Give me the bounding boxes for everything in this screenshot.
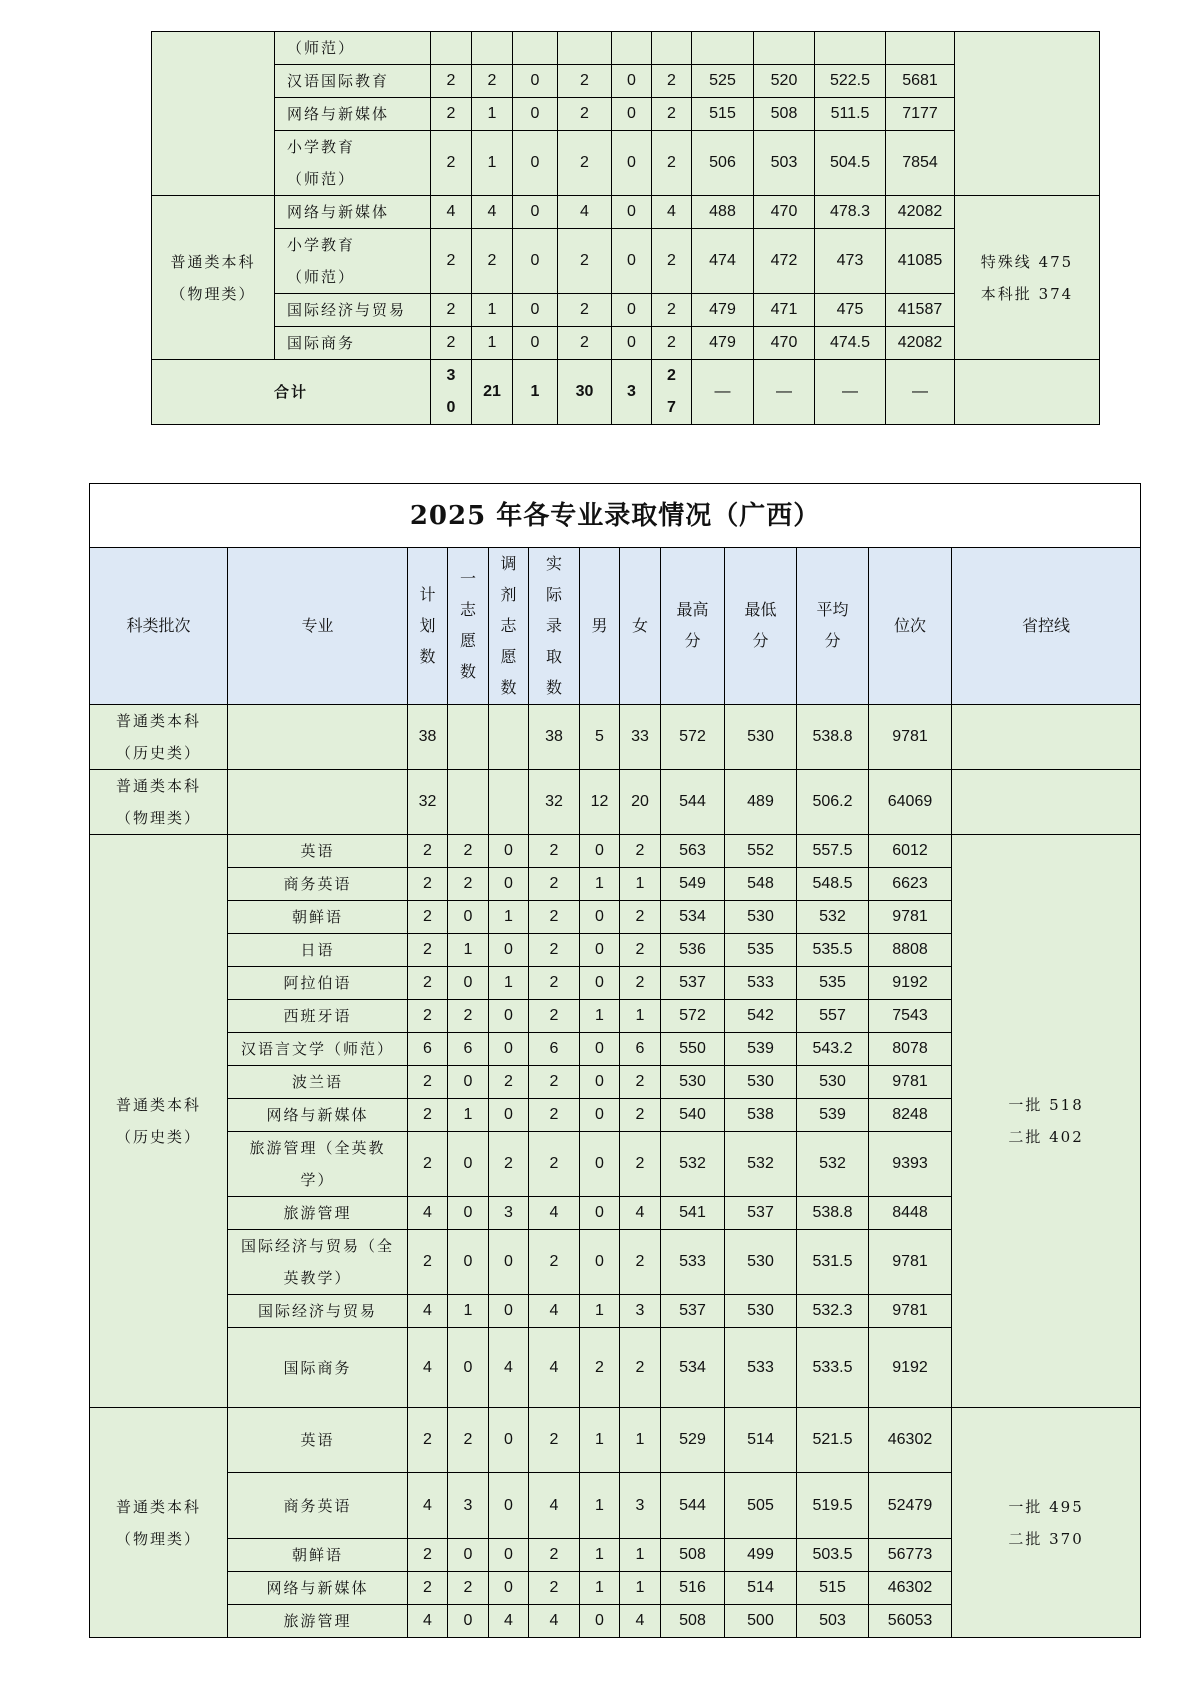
table-row: 普通类本科 （物理类） 网络与新媒体 4 4 0 4 0 4 488 470 478.3 42082 特殊线 475 本科批 374	[152, 196, 1100, 229]
table-row: 国际商务 2 1 0 2 0 2 479 470 474.5 42082	[152, 327, 1100, 360]
summary-row: 普通类本科 （物理类） 32 32 12 20 544 489 506.2 64069	[90, 770, 1141, 835]
header-first-choice: 一 志 愿 数	[448, 548, 489, 705]
major-cell: 英语	[228, 1408, 408, 1473]
control-line-cell: 特殊线 475 本科批 374	[955, 196, 1100, 360]
header-major: 专业	[228, 548, 408, 705]
category-cell-empty	[152, 32, 275, 196]
header-male: 男	[580, 548, 620, 705]
table-row: 小学教育 （师范） 2 2 0 2 0 2 474 472 473 41085	[152, 229, 1100, 294]
major-cell: 汉语言文学（师范）	[228, 1033, 408, 1066]
table-row: 旅游管理（全英教 学） 2 0 2 2 0 2 532 532 532 9393	[90, 1132, 1141, 1197]
major-cell: 国际商务	[228, 1328, 408, 1408]
control-line-cell-empty	[955, 32, 1100, 196]
major-cell: 国际商务	[275, 327, 431, 360]
table-row: 普通类本科 （物理类） 英语 2 2 0 2 1 1 529 514 521.5 46302 一批 495 二批 370	[90, 1408, 1141, 1473]
header-actual: 实 际 录 取 数	[529, 548, 580, 705]
total-label: 合计	[152, 360, 431, 425]
page-title: 2025 年各专业录取情况（广西）	[90, 484, 1141, 548]
table-row: 小学教育 （师范） 2 1 0 2 0 2 506 503 504.5 7854	[152, 131, 1100, 196]
table-row: 西班牙语 2 2 0 2 1 1 572 542 557 7543	[90, 1000, 1141, 1033]
major-cell: 网络与新媒体	[228, 1572, 408, 1605]
major-cell: 阿拉伯语	[228, 967, 408, 1000]
major-cell: 网络与新媒体	[228, 1099, 408, 1132]
major-cell: 国际经济与贸易	[228, 1295, 408, 1328]
table-row: 朝鲜语 2 0 0 2 1 1 508 499 503.5 56773	[90, 1539, 1141, 1572]
table-row: 朝鲜语 2 0 1 2 0 2 534 530 532 9781	[90, 901, 1141, 934]
major-cell: 国际经济与贸易（全 英教学）	[228, 1230, 408, 1295]
major-cell: 国际经济与贸易	[275, 294, 431, 327]
header-plan: 计 划 数	[408, 548, 448, 705]
major-cell: 英语	[228, 835, 408, 868]
summary-row: 普通类本科 （历史类） 38 38 5 33 572 530 538.8 9781	[90, 705, 1141, 770]
category-cell: 普通类本科 （物理类）	[152, 196, 275, 360]
table-row: 普通类本科 （历史类） 英语 2 2 0 2 0 2 563 552 557.5 6012 一批 518 二批 402	[90, 835, 1141, 868]
table-row: 波兰语 2 0 2 2 0 2 530 530 530 9781	[90, 1066, 1141, 1099]
major-cell: 网络与新媒体	[275, 196, 431, 229]
major-cell: 朝鲜语	[228, 901, 408, 934]
header-adjusted: 调 剂 志 愿 数	[489, 548, 529, 705]
major-cell: 商务英语	[228, 1473, 408, 1539]
table-row: 旅游管理 4 0 4 4 0 4 508 500 503 56053	[90, 1605, 1141, 1638]
header-control-line: 省控线	[952, 548, 1141, 705]
table-row: 网络与新媒体 2 1 0 2 0 2 540 538 539 8248	[90, 1099, 1141, 1132]
table-row: 旅游管理 4 0 3 4 0 4 541 537 538.8 8448	[90, 1197, 1141, 1230]
table-row: 阿拉伯语 2 0 1 2 0 2 537 533 535 9192	[90, 967, 1141, 1000]
header-max-score: 最高 分	[661, 548, 725, 705]
category-cell: 普通类本科 （历史类）	[90, 835, 228, 1408]
admission-table-continued	[151, 31, 1100, 425]
control-line-cell: 一批 495 二批 370	[952, 1408, 1141, 1638]
table-row: 汉语国际教育 2 2 0 2 0 2 525 520 522.5 5681	[152, 65, 1100, 98]
table-row: 网络与新媒体 2 1 0 2 0 2 515 508 511.5 7177	[152, 98, 1100, 131]
major-cell: 旅游管理	[228, 1197, 408, 1230]
major-cell: 旅游管理（全英教 学）	[228, 1132, 408, 1197]
category-cell: 普通类本科 （物理类）	[90, 1408, 228, 1638]
header-category: 科类批次	[90, 548, 228, 705]
major-cell: 西班牙语	[228, 1000, 408, 1033]
table-row: 商务英语 2 2 0 2 1 1 549 548 548.5 6623	[90, 868, 1141, 901]
total-row: 合计 3 0 21 1 30 3 2 7 — — — —	[152, 360, 1100, 425]
major-cell: 波兰语	[228, 1066, 408, 1099]
table-row: 国际经济与贸易（全 英教学） 2 0 0 2 0 2 533 530 531.5 9781	[90, 1230, 1141, 1295]
major-cell: 小学教育 （师范）	[275, 131, 431, 196]
table-row: 商务英语 4 3 0 4 1 3 544 505 519.5 52479	[90, 1473, 1141, 1539]
major-cell: 日语	[228, 934, 408, 967]
admission-table-guangxi	[89, 483, 1141, 1638]
table-row	[152, 32, 1100, 65]
title-row	[90, 484, 1141, 548]
table-row: 日语 2 1 0 2 0 2 536 535 535.5 8808	[90, 934, 1141, 967]
header-female: 女	[620, 548, 661, 705]
table-row: 汉语言文学（师范） 6 6 0 6 0 6 550 539 543.2 8078	[90, 1033, 1141, 1066]
major-cell: 朝鲜语	[228, 1539, 408, 1572]
major-cell: （师范）	[275, 32, 431, 65]
major-cell: 旅游管理	[228, 1605, 408, 1638]
header-avg-score: 平均 分	[797, 548, 869, 705]
table-row: 网络与新媒体 2 2 0 2 1 1 516 514 515 46302	[90, 1572, 1141, 1605]
header-min-score: 最低 分	[725, 548, 797, 705]
major-cell: 商务英语	[228, 868, 408, 901]
major-cell: 网络与新媒体	[275, 98, 431, 131]
table-row: 国际商务 4 0 4 4 2 2 534 533 533.5 9192	[90, 1328, 1141, 1408]
control-line-cell: 一批 518 二批 402	[952, 835, 1141, 1408]
header-rank: 位次	[869, 548, 952, 705]
table-row: 国际经济与贸易 4 1 0 4 1 3 537 530 532.3 9781	[90, 1295, 1141, 1328]
major-cell: 小学教育 （师范）	[275, 229, 431, 294]
major-cell: 汉语国际教育	[275, 65, 431, 98]
header-row	[90, 548, 1141, 705]
table-row: 国际经济与贸易 2 1 0 2 0 2 479 471 475 41587	[152, 294, 1100, 327]
